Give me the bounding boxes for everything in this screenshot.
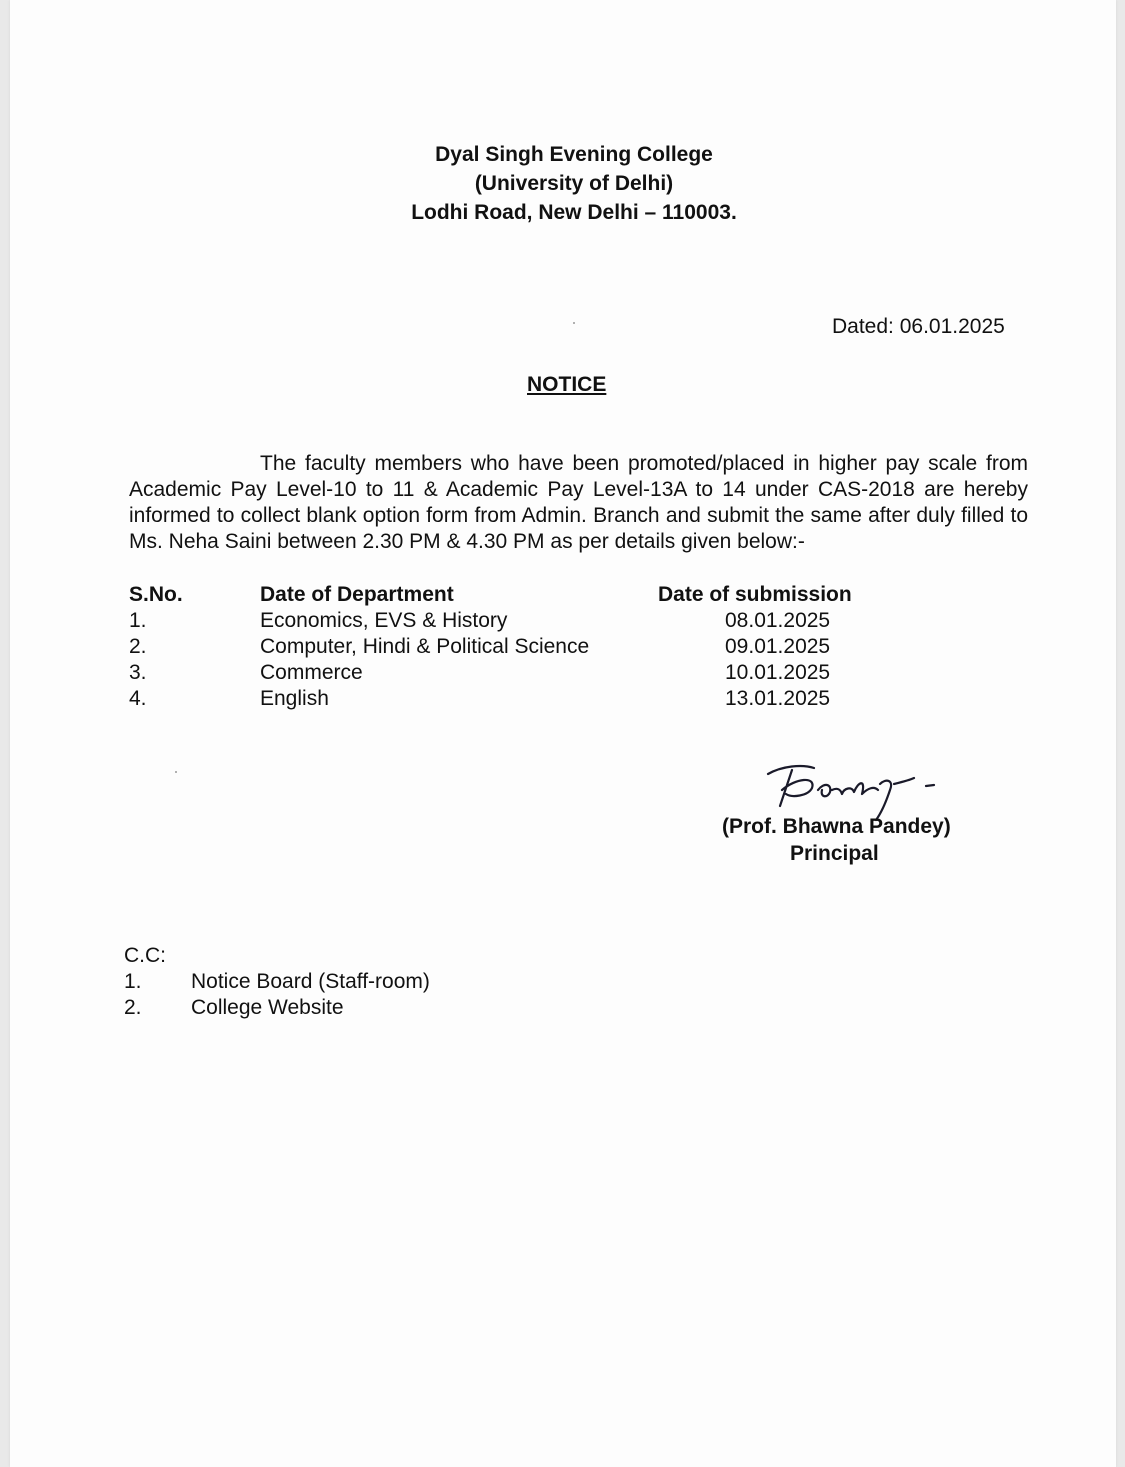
- row-department: English: [260, 687, 329, 710]
- row-date: 10.01.2025: [725, 661, 831, 684]
- college-name: Dyal Singh Evening College: [435, 143, 713, 166]
- college-address: Lodhi Road, New Delhi – 110003.: [411, 201, 737, 224]
- letterhead: [21, 140, 1125, 227]
- scan-speck: [175, 771, 177, 773]
- header-submission: Date of submission: [658, 583, 852, 606]
- row-date: 08.01.2025: [725, 609, 831, 632]
- row-sno: 1.: [129, 609, 147, 632]
- header-sno: S.No.: [129, 583, 183, 606]
- signatory-title: Principal: [790, 842, 879, 865]
- cc-item-text: College Website: [191, 996, 344, 1019]
- notice-date: Dated: 06.01.2025: [832, 315, 1005, 338]
- row-sno: 4.: [129, 687, 147, 710]
- university-name: (University of Delhi): [474, 172, 674, 195]
- header-department: Date of Department: [260, 583, 454, 606]
- row-sno: 2.: [129, 635, 147, 658]
- document-page: [10, 0, 1116, 1467]
- signatory-name: (Prof. Bhawna Pandey): [722, 815, 951, 838]
- signature-block: [710, 760, 1010, 880]
- row-date: 09.01.2025: [725, 635, 831, 658]
- row-department: Commerce: [260, 661, 363, 684]
- cc-item-num: 1.: [124, 970, 142, 993]
- row-date: 13.01.2025: [725, 687, 831, 710]
- scan-speck: [573, 322, 575, 324]
- notice-title: NOTICE: [527, 373, 607, 396]
- row-sno: 3.: [129, 661, 147, 684]
- cc-item-num: 2.: [124, 996, 142, 1019]
- cc-item-text: Notice Board (Staff-room): [191, 970, 430, 993]
- row-department: Computer, Hindi & Political Science: [260, 635, 590, 658]
- row-department: Economics, EVS & History: [260, 609, 508, 632]
- notice-body: The faculty members who have been promoted/placed in higher pay scale from Academic Pay Level-10 to 11 & Academic Pay Level-13A to 14 under CAS-2018 are hereby informed to collect blank option form from Admin. Branch and submit the same after duly filled to Ms. Neha Saini between 2.30 PM & 4.30 PM as per details given below:-: [129, 452, 1028, 553]
- cc-label-text: C.C:: [124, 944, 166, 967]
